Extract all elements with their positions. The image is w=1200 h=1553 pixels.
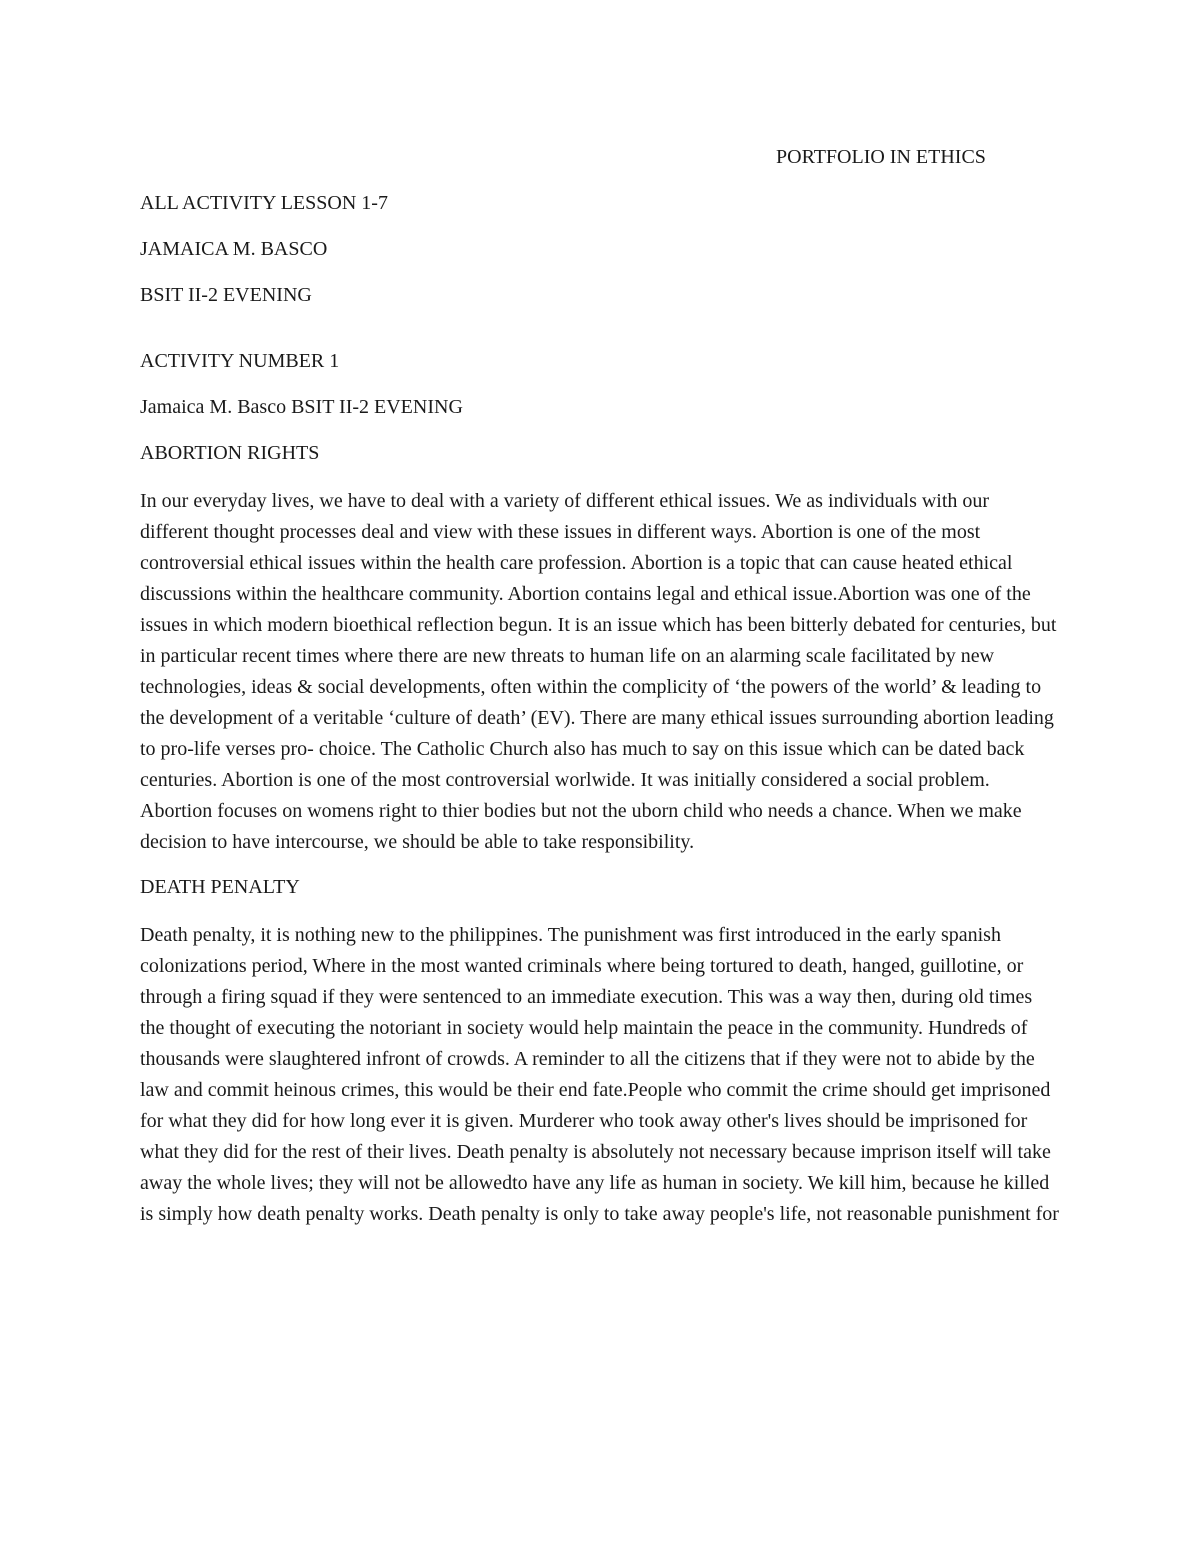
topic-heading-abortion: ABORTION RIGHTS [140,442,320,464]
topic-heading-death-penalty: DEATH PENALTY [140,876,300,898]
topic-body-death-penalty: Death penalty, it is nothing new to the philippines. The punishment was first introduced in the early spanish colonizations period, Where in the most wanted criminals where being tortured to death, hanged, guillotine, or through a firing squad if they were sentenced to an immediate execution. This was a way then, during old times the thought of executing the notoriant in society would help maintain the peace in the community. Hundreds of thousands were slaughtered infront of crowds. A reminder to all the citizens that if they were not to abide by the law and commit heinous crimes, this would be their end fate.People who commit the crime should get imprisoned for what they did for how long ever it is given. Murderer who took away other's lives should be imprisoned for what they did for the rest of their lives. Death penalty is absolutely not necessary because imprison itself will take away the whole lives; they will not be allowedto have any life as human in society. We kill him, because he killed is simply how death penalty works. Death penalty is only to take away people's life, not reasonable punishment for [140,924,1059,1225]
document-body [140,190,1060,1246]
document-subtitle: ALL ACTIVITY LESSON 1-7 [140,192,388,214]
document-title: PORTFOLIO IN ETHICS [776,146,986,168]
course-section: BSIT II-2 EVENING [140,284,312,306]
activity-byline: Jamaica M. Basco BSIT II-2 EVENING [140,396,463,418]
activity-heading: ACTIVITY NUMBER 1 [140,350,340,372]
topic-body-abortion: In our everyday lives, we have to deal with a variety of different ethical issues. We as individuals with our different thought processes deal and view with these issues in different ways. Abortion is one of the most controversial ethical issues within the health care profession. Abortion is a topic that can cause heated ethical discussions within the healthcare community. Abortion contains legal and ethical issue.Abortion was one of the issues in which modern bioethical reflection begun. It is an issue which has been bitterly debated for centuries, but in particular recent times where there are new threats to human life on an alarming scale facilitated by new technologies, ideas & social developments, often within the complicity of ‘the powers of the world’ & leading to the development of a veritable ‘culture of death’ (EV). There are many ethical issues surrounding abortion leading to pro-life verses pro- choice. The Catholic Church also has much to say on this issue which can be dated back centuries. Abortion is one of the most controversial worlwide. It was initially considered a social problem. Abortion focuses on womens right to thier bodies but not the uborn child who needs a chance. When we make decision to have intercourse, we should be able to take responsibility. [140,490,1057,853]
author-name: JAMAICA M. BASCO [140,238,328,260]
